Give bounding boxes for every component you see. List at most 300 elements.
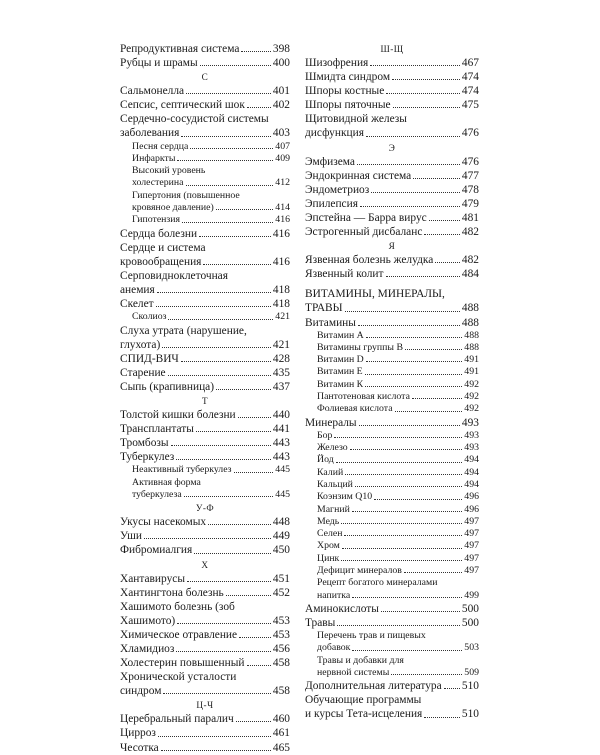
index-subentry — [120, 214, 290, 226]
dot-leader — [234, 472, 274, 473]
index-entry — [305, 70, 479, 84]
page-number: 494 — [464, 466, 479, 478]
page-number: 497 — [464, 515, 479, 527]
entry-text-line: Рецепт богатого минералами — [317, 577, 438, 589]
entry-text: Старение — [120, 366, 166, 379]
dot-leader — [236, 721, 271, 722]
dot-leader — [365, 374, 463, 375]
index-entry — [120, 84, 290, 98]
dot-leader — [360, 206, 460, 207]
index-entry — [305, 112, 479, 140]
page-number: 488 — [461, 316, 479, 329]
index-entry — [305, 416, 479, 430]
dot-leader — [429, 220, 460, 221]
entry-text: Эндокринная система — [305, 169, 412, 182]
page-number: 510 — [461, 680, 479, 693]
page-number: 428 — [272, 352, 290, 365]
index-entry — [120, 712, 290, 726]
page-number: 488 — [461, 302, 479, 315]
page-number: 500 — [461, 617, 479, 630]
page-number: 492 — [464, 403, 479, 415]
entry-text: Толстой кишки болезни — [120, 408, 236, 421]
dot-leader — [216, 209, 274, 210]
entry-text: туберкулеза — [132, 488, 182, 500]
index-entry — [120, 297, 290, 311]
dot-leader — [186, 93, 271, 94]
index-entry — [120, 366, 290, 380]
letter-heading: У-Ф — [195, 503, 215, 514]
entry-text: Песня сердца — [132, 140, 189, 152]
page-number: 416 — [275, 214, 290, 226]
page-number: 398 — [272, 43, 290, 55]
index-column-left — [120, 42, 290, 755]
index-entry — [305, 287, 479, 315]
dot-leader — [435, 262, 460, 263]
index-entry — [120, 543, 290, 557]
index-subentry — [305, 454, 479, 466]
page-number: 401 — [272, 85, 290, 98]
entry-text: Репродуктивная система — [120, 43, 240, 55]
page-number: 443 — [272, 437, 290, 450]
dot-leader — [366, 136, 460, 137]
entry-text: Фибромиалгия — [120, 544, 193, 557]
dot-leader — [345, 474, 462, 475]
entry-text: Витамины — [305, 316, 356, 329]
dot-leader — [341, 523, 462, 524]
page-number: 494 — [464, 454, 479, 466]
entry-text: Неактивный туберкулез — [132, 464, 232, 476]
entry-text: заболевания — [120, 127, 180, 140]
index-entry — [305, 602, 479, 616]
index-entry — [120, 450, 290, 464]
page-number: 488 — [464, 329, 479, 341]
entry-text-line: Хашимото болезнь (зоб — [120, 600, 235, 613]
entry-text: Медь — [317, 515, 340, 527]
dot-leader — [186, 185, 274, 186]
dot-leader — [413, 178, 460, 179]
index-subentry — [120, 190, 290, 215]
dot-leader — [359, 425, 460, 426]
entry-text: Холестерин повышенный — [120, 657, 245, 670]
index-entry — [120, 98, 290, 112]
entry-text: дисфункция — [305, 127, 364, 140]
dot-leader — [163, 693, 270, 694]
dot-leader — [184, 496, 274, 497]
index-entry — [120, 241, 290, 269]
index-entry — [120, 656, 290, 670]
entry-text-line: Сердечно-сосудистой системы — [120, 113, 269, 126]
index-subentry — [305, 553, 479, 565]
dot-leader — [404, 572, 462, 573]
entry-text: Витамины группы В — [317, 341, 403, 353]
entry-text: Чесотка — [120, 741, 159, 754]
entry-text: Хламидиоз — [120, 642, 175, 655]
entry-text: Селен — [317, 528, 343, 540]
page-number: 493 — [464, 442, 479, 454]
index-subentry — [305, 430, 479, 442]
index-subentry — [305, 528, 479, 540]
entry-text: Эстрогенный дисбаланс — [305, 226, 423, 239]
index-subentry — [305, 467, 479, 479]
entry-text: Шмидта синдром — [305, 71, 391, 84]
index-subentry — [305, 366, 479, 378]
page-number: 491 — [464, 366, 479, 378]
page-number: 482 — [461, 254, 479, 267]
entry-text: Трансплантаты — [120, 423, 194, 436]
page-number: 465 — [272, 741, 290, 754]
dot-leader — [366, 337, 463, 338]
dot-leader — [336, 462, 463, 463]
page-number: 475 — [461, 99, 479, 112]
dot-leader — [386, 276, 460, 277]
page-number: 416 — [272, 227, 290, 240]
entry-text: Хантингтона болезнь — [120, 586, 224, 599]
entry-text: Минералы — [305, 416, 357, 429]
dot-leader — [392, 79, 460, 80]
dot-leader — [391, 674, 462, 675]
entry-text-line: Серповидноклеточная — [120, 269, 228, 282]
entry-text: Сепсис, септический шок — [120, 99, 245, 112]
page-number: 493 — [464, 429, 479, 441]
dot-leader — [247, 107, 271, 108]
page-number: 400 — [272, 57, 290, 70]
index-entry — [120, 352, 290, 366]
entry-text: Дефицит минералов — [317, 565, 402, 577]
entry-text: Сальмонелла — [120, 85, 185, 98]
page-number: 499 — [464, 589, 479, 601]
dot-leader — [144, 538, 271, 539]
page-number: 481 — [461, 211, 479, 224]
entry-text: Хашимото) — [120, 614, 176, 627]
letter-heading: Ш-Щ — [380, 44, 404, 54]
page-number: 493 — [461, 416, 479, 429]
index-entry — [120, 408, 290, 422]
index-entry — [120, 529, 290, 543]
page-number: 510 — [461, 708, 479, 721]
page-number: 496 — [464, 503, 479, 515]
index-subentry — [120, 153, 290, 165]
page-number: 482 — [461, 226, 479, 239]
index-entry — [120, 422, 290, 436]
index-entry — [305, 155, 479, 169]
page-number: 474 — [461, 85, 479, 98]
page-number: 435 — [272, 366, 290, 379]
index-entry — [120, 670, 290, 698]
entry-text: Аминокислоты — [305, 602, 379, 615]
page-number: 409 — [275, 152, 290, 164]
entry-text: Травы — [305, 617, 336, 630]
dot-leader — [157, 292, 271, 293]
page-number: 407 — [275, 140, 290, 152]
entry-text: СПИД-ВИЧ — [120, 352, 179, 365]
index-entry — [305, 56, 479, 70]
entry-text: Цинк — [317, 552, 340, 564]
entry-text-line: Хронической усталости — [120, 671, 237, 684]
entry-text: синдром — [120, 685, 162, 698]
letter-heading: Т — [201, 395, 209, 406]
entry-text-line: Щитовидной железы — [305, 113, 407, 126]
dot-leader — [357, 164, 460, 165]
index-column-right — [305, 42, 479, 722]
entry-text: Скелет — [120, 298, 154, 311]
entry-text: Магний — [317, 503, 350, 515]
dot-leader — [365, 386, 462, 387]
page-number: 484 — [461, 268, 479, 281]
dot-leader — [208, 524, 271, 525]
page-number: 448 — [272, 516, 290, 529]
entry-text: кровяное давление) — [132, 202, 214, 214]
dot-leader — [162, 347, 271, 348]
dot-leader — [156, 306, 271, 307]
index-subentry — [120, 311, 290, 323]
entry-text: Дополнительная литература — [305, 680, 442, 693]
index-entry — [120, 380, 290, 394]
index-entry — [120, 726, 290, 740]
entry-text: Сердца болезни — [120, 227, 198, 240]
entry-text: и курсы Тета-исцеления — [305, 708, 423, 721]
page-number: 500 — [461, 602, 479, 615]
entry-text: Сколиоз — [132, 311, 167, 323]
entry-text: Тромбозы — [120, 437, 169, 450]
page-number: 453 — [272, 614, 290, 627]
dot-leader — [358, 325, 460, 326]
index-entry — [305, 169, 479, 183]
index-subentry — [120, 477, 290, 502]
page-number: 478 — [461, 183, 479, 196]
dot-leader — [194, 553, 271, 554]
index-subentry — [305, 391, 479, 403]
letter-heading: Э — [388, 142, 396, 153]
page-number: 474 — [461, 71, 479, 84]
page-number: 503 — [464, 642, 479, 654]
index-entry — [120, 227, 290, 241]
entry-text: Гипотензия — [132, 214, 181, 226]
index-entry — [305, 693, 479, 721]
dot-leader — [171, 445, 271, 446]
dot-leader — [176, 651, 271, 652]
page-number: 476 — [461, 127, 479, 140]
page-number: 441 — [272, 423, 290, 436]
page-number: 477 — [461, 169, 479, 182]
dot-leader — [168, 375, 271, 376]
letter-heading: С — [201, 72, 209, 83]
entry-text: Железо — [317, 442, 348, 454]
dot-leader — [341, 560, 462, 561]
page-number: 452 — [272, 586, 290, 599]
index-subentry — [305, 565, 479, 577]
index-entry — [305, 267, 479, 281]
letter-heading: Ц-Ч — [196, 700, 214, 711]
dot-leader — [203, 264, 270, 265]
dot-leader — [352, 597, 462, 598]
page-number: 461 — [272, 727, 290, 740]
page-number: 416 — [272, 255, 290, 268]
page-number: 402 — [272, 99, 290, 112]
entry-text: Шпоры костные — [305, 85, 385, 98]
dot-leader — [187, 581, 271, 582]
dot-leader — [386, 93, 460, 94]
entry-text-line: Сердце и система — [120, 241, 206, 254]
index-entry — [120, 515, 290, 529]
dot-leader — [381, 611, 460, 612]
page-number: 443 — [272, 451, 290, 464]
page-number: 437 — [272, 380, 290, 393]
page-number: 451 — [272, 572, 290, 585]
entry-text-line: Активная форма — [132, 476, 201, 488]
dot-leader — [196, 431, 271, 432]
index-subentry — [120, 165, 290, 190]
entry-text: кровообращения — [120, 255, 202, 268]
page-number: 453 — [272, 628, 290, 641]
entry-text: Рубцы и шрамы — [120, 57, 198, 70]
page-number: 467 — [461, 57, 479, 69]
dot-leader — [366, 361, 463, 362]
page-number: 492 — [464, 378, 479, 390]
index-entry — [120, 642, 290, 656]
index-entry — [120, 572, 290, 586]
page-number: 509 — [464, 667, 479, 678]
index-entry — [305, 84, 479, 98]
index-subentry — [305, 342, 479, 354]
index-entry — [120, 42, 290, 56]
dot-leader — [177, 160, 273, 161]
dot-leader — [190, 148, 273, 149]
dot-leader — [158, 736, 271, 737]
dot-leader — [393, 107, 460, 108]
entry-text: Химическое отравление — [120, 628, 238, 641]
entry-text: Эндометриоз — [305, 183, 370, 196]
dot-leader — [182, 222, 273, 223]
index-subentry — [305, 516, 479, 528]
index-subentry — [305, 354, 479, 366]
index-subentry — [305, 491, 479, 503]
page-number: 412 — [275, 177, 290, 189]
entry-text: Витамин А — [317, 329, 364, 341]
page-number: 418 — [272, 284, 290, 297]
entry-text-line: Гипертония (повышенное — [132, 189, 240, 201]
index-subentry — [120, 141, 290, 153]
dot-leader — [334, 437, 462, 438]
index-entry — [120, 269, 290, 297]
index-subentry — [305, 403, 479, 415]
page-number: 456 — [272, 642, 290, 655]
index-entry — [305, 253, 479, 267]
entry-text: анемия — [120, 284, 155, 297]
dot-leader — [168, 319, 273, 320]
entry-text: Уши — [120, 530, 142, 543]
dot-leader — [412, 398, 462, 399]
dot-leader — [444, 688, 460, 689]
letter-heading: Я — [388, 241, 396, 252]
dot-leader — [355, 486, 462, 487]
entry-text: Хантавирусы — [120, 572, 185, 585]
entry-text: холестерина — [132, 177, 184, 189]
dot-leader — [371, 192, 460, 193]
page-number: 497 — [464, 540, 479, 552]
entry-text: Йод — [317, 454, 334, 466]
entry-text: напитка — [317, 589, 351, 601]
index-subentry — [305, 577, 479, 602]
dot-leader — [238, 417, 271, 418]
page-number: 440 — [272, 408, 290, 421]
dot-leader — [424, 234, 460, 235]
entry-text: Инфаркты — [132, 152, 176, 164]
page-number: 496 — [464, 491, 479, 503]
index-entry — [305, 316, 479, 330]
dot-leader — [424, 717, 460, 718]
index-entry — [120, 324, 290, 352]
entry-text-line: Травы и добавки для — [317, 654, 404, 666]
entry-text: Калий — [317, 466, 344, 478]
entry-text: Бор — [317, 429, 333, 441]
entry-text: Витамин D — [317, 354, 364, 366]
index-entry — [305, 211, 479, 225]
entry-text: Витамин Е — [317, 366, 363, 378]
index-entry — [120, 56, 290, 70]
entry-text: Шпоры пяточные — [305, 99, 391, 112]
entry-text: Сыпь (крапивница) — [120, 380, 215, 393]
entry-text: Фолиевая кислота — [317, 403, 393, 415]
dot-leader — [370, 65, 460, 66]
page-number: 497 — [464, 565, 479, 577]
dot-leader — [350, 449, 463, 450]
index-entry — [120, 436, 290, 450]
index-entry — [305, 197, 479, 211]
page-number: 458 — [272, 657, 290, 670]
dot-leader — [226, 595, 271, 596]
dot-leader — [176, 459, 271, 460]
entry-text: Церебральный паралич — [120, 713, 234, 726]
entry-text: Эпстейна — Барра вирус — [305, 211, 427, 224]
index-subentry — [120, 464, 290, 476]
page-number: 449 — [272, 530, 290, 543]
page-number: 418 — [272, 298, 290, 311]
page-number: 491 — [464, 354, 479, 366]
entry-text: нервной системы — [317, 667, 390, 678]
dot-leader — [216, 389, 271, 390]
entry-text: Хром — [317, 540, 340, 552]
index-entry — [120, 741, 290, 755]
dot-leader — [181, 136, 271, 137]
entry-text: Цирроз — [120, 727, 156, 740]
index-subentry — [305, 630, 479, 655]
dot-leader — [239, 637, 271, 638]
entry-text: Язвенный колит — [305, 268, 384, 281]
index-entry — [305, 98, 479, 112]
page-number: 494 — [464, 478, 479, 490]
entry-text: Эпилепсия — [305, 197, 358, 210]
entry-text-line: Перечень трав и пищевых — [317, 630, 426, 642]
page-number: 421 — [272, 338, 290, 351]
index-subentry — [305, 330, 479, 342]
dot-leader — [352, 511, 462, 512]
entry-text-line: ВИТАМИНЫ, МИНЕРАЛЫ, — [305, 288, 445, 301]
letter-heading: Х — [201, 559, 209, 570]
index-subentry — [305, 655, 479, 680]
index-entry — [120, 586, 290, 600]
entry-text: глухота) — [120, 338, 161, 351]
page-number: 497 — [464, 552, 479, 564]
entry-text-line: Высокий уровень — [132, 165, 206, 177]
dot-leader — [199, 236, 271, 237]
entry-text: Пантотеновая кислота — [317, 391, 410, 403]
dot-leader — [374, 499, 462, 500]
index-entry — [305, 616, 479, 630]
index-entry — [305, 183, 479, 197]
dot-leader — [337, 625, 460, 626]
dot-leader — [247, 665, 271, 666]
index-subentry — [305, 442, 479, 454]
